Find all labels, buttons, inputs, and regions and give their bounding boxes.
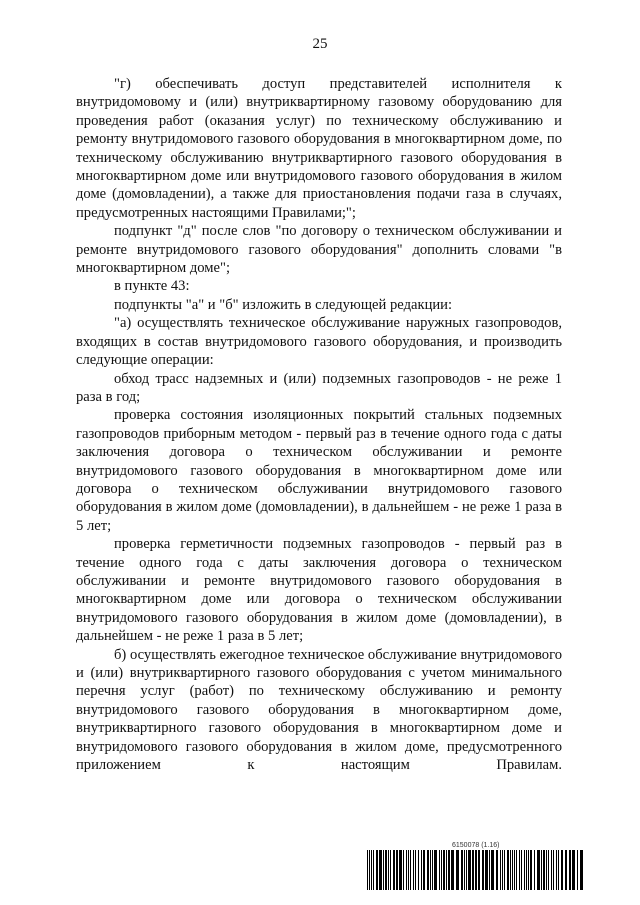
barcode-image bbox=[367, 850, 584, 890]
print-code: 6150078 (1.16) bbox=[452, 842, 500, 849]
paragraph-item-g: "г) обеспечивать доступ представителей исполнителя к внутридомовому и (или) внутриквартирному газовому оборудованию для проведения работ (оказания услуг) по техническому обслуживанию и ремонту внутридомового газового оборудования в многоквартирном доме, по техническому обслуживанию внутриквартирного газового оборудования в многоквартирном доме или внутридомового газового оборудования в жилом доме (домовладении), а также для приостановления подачи газа в случаях, предусмотренных настоящими Правилами;"; bbox=[76, 76, 562, 221]
paragraph-point-43: в пункте 43: bbox=[114, 278, 190, 295]
page-number: 25 bbox=[312, 36, 328, 52]
document-body bbox=[76, 75, 562, 774]
paragraph-item-b: б) осуществлять ежегодное техническое обслуживание внутридомового и (или) внутриквартирного газового оборудования с учетом минимального перечня услуг (работ) по техническому обслуживанию и ремонту внутридомового газового оборудования в многоквартирном доме, внутриквартирного газового оборудования в многоквартирном доме и внутридомового газового оборудования в жилом доме, предусмотренного приложением к настоящим Правилам. bbox=[76, 646, 562, 774]
paragraph-item-a: "а) осуществлять техническое обслуживание наружных газопроводов, входящих в состав внутридомового газового оборудования, и производить следующие операции: bbox=[76, 315, 562, 369]
paragraph-subitems-a-b: подпункты "а" и "б" изложить в следующей редакции: bbox=[114, 296, 453, 313]
paragraph-subitem-d: подпункт "д" после слов "по договору о техническом обслуживании и ремонте внутридомового газового оборудования" дополнить словами "в многоквартирном доме"; bbox=[76, 223, 562, 277]
paragraph-walkthrough: обход трасс надземных и (или) подземных газопроводов - не реже 1 раза в год; bbox=[76, 370, 562, 405]
paragraph-insulation-check: проверка состояния изоляционных покрытий стальных подземных газопроводов приборным методом - первый раз в течение одного года с даты заключения договора о техническом обслуживании и ремонте внутридомового газового оборудования в многоквартирном доме или договора о техническом обслуживании внутридомового газового оборудования в жилом доме (домовладении), в дальнейшем - не реже 1 раза в 5 лет; bbox=[76, 407, 562, 534]
paragraph-tightness-check: проверка герметичности подземных газопроводов - первый раз в течение одного года с даты заключения договора о техническом обслуживании и ремонте внутридомового газового оборудования в многоквартирном доме или договора о техническом обслуживании внутридомового газового оборудования в жилом доме (домовладении), в дальнейшем - не реже 1 раза в 5 лет; bbox=[76, 536, 562, 645]
